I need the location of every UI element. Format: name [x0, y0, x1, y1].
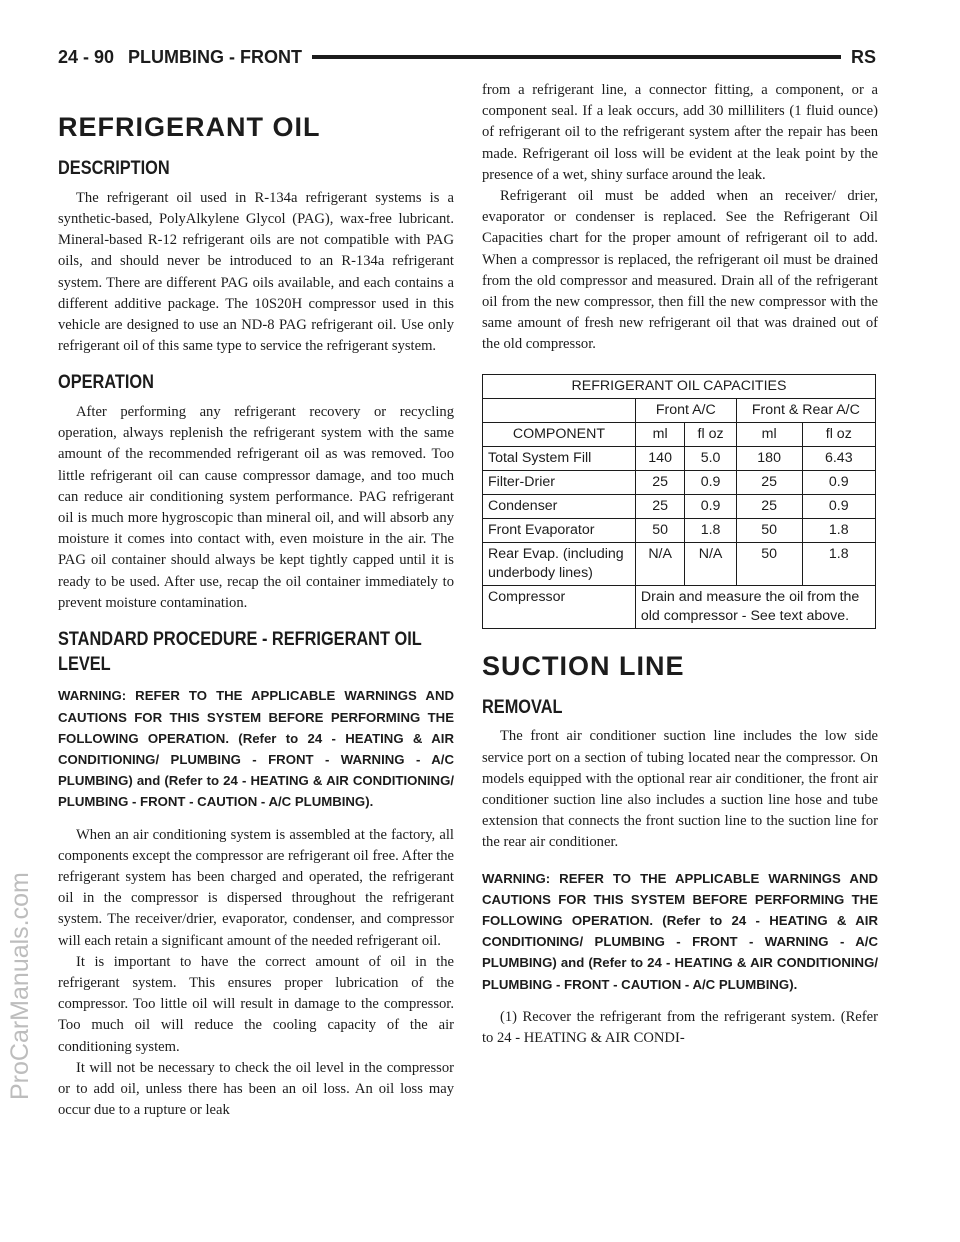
cell-component: Compressor — [483, 585, 636, 628]
cell-component: Front Evaporator — [483, 518, 636, 542]
group-front-rear-ac: Front & Rear A/C — [736, 398, 875, 422]
table-row — [483, 446, 876, 470]
cell-value: 5.0 — [685, 446, 736, 470]
oil-capacities-table — [482, 374, 876, 629]
table-empty-cell — [483, 398, 636, 422]
header-component: COMPONENT — [483, 422, 636, 446]
cell-component: Filter-Drier — [483, 470, 636, 494]
cell-value: 50 — [736, 542, 802, 585]
subheading-removal: REMOVAL — [482, 696, 563, 718]
cell-value: 180 — [736, 446, 802, 470]
table-row — [483, 470, 876, 494]
header-floz: fl oz — [802, 422, 875, 446]
cell-value: 1.8 — [802, 542, 875, 585]
paragraph-removal: The front air conditioner suction line includes the low side service port on a section of tubing located near the compressor. On models equipped with the optional rear air conditioner, the front air conditioner suction line also includes a suction line hose and tube extension that connects the front suction line to the suction line for the rear air conditioner. — [482, 728, 878, 851]
warning-text: WARNING: REFER TO THE APPLICABLE WARNINGS AND CAUTIONS FOR THIS SYSTEM BEFORE PERFORMING THE FOLLOWING OPERATION. (Refer to 24 - HEATING & AIR CONDITIONING/ PLUMBING - FRONT - WARNING - A/C PLUMBING) and (Refer to 24 - HEATING & AIR CONDITIONING/ PLUMBING - FRONT - CAUTION - A/C PLUMBING). — [58, 688, 454, 810]
cell-value: 25 — [736, 470, 802, 494]
cell-value: 0.9 — [685, 494, 736, 518]
cell-value: 1.8 — [685, 518, 736, 542]
table-row — [483, 494, 876, 518]
subheading-description: DESCRIPTION — [58, 158, 170, 179]
model-code: RS — [850, 46, 876, 67]
left-column — [58, 100, 454, 1121]
paragraph-add-oil: Refrigerant oil must be added when an receiver/ drier, evaporator or condenser is replaced. See the Refrigerant Oil Capacities chart for the proper amount of refrigerant oil to add. When a compressor is replaced, the refrigerant oil must be drained from the old compressor and measured. Drain all of the refrigerant oil from the new compressor, then fill the new compressor with the same amount of fresh new refrigerant oil that was drained out of the old compressor. — [482, 188, 878, 353]
header-ml: ml — [635, 422, 685, 446]
header-rule — [312, 55, 841, 59]
header-floz: fl oz — [685, 422, 736, 446]
table-row — [483, 542, 876, 585]
paragraph-continued: from a refrigerant line, a connector fitting, a component, or a component seal. If a leak occurs, add 30 milliliters (1 fluid ounce) of refrigerant oil to the refrigerant system after the repair has been made. Refrigerant oil loss will be evident at the leak point by the presence of a wet, shiny surface around the leak. — [482, 82, 878, 183]
cell-component: Total System Fill — [483, 446, 636, 470]
page-header — [58, 44, 876, 70]
cell-value: 1.8 — [802, 518, 875, 542]
cell-value: 50 — [736, 518, 802, 542]
cell-value: 25 — [635, 470, 685, 494]
paragraph-description: The refrigerant oil used in R-134a refrigerant systems is a synthetic-based, PolyAlkylene Glycol (PAG), wax-free lubricant. Mineral-based R-12 refrigerant oils are not compatible with PAG oils, and should never be introduced to an R-134a refrigerant system. There are different PAG oils available, and each contains a different additive package. The 10S20H compressor used in this vehicle are designed to use an ND-8 PAG refrigerant oil. Use only refrigerant oil of this same type to service the refrigerant system. — [58, 189, 454, 355]
group-front-ac: Front A/C — [635, 398, 736, 422]
cell-value: 140 — [635, 446, 685, 470]
page-number: 24 - 90 — [58, 46, 115, 67]
cell-value: 0.9 — [802, 494, 875, 518]
cell-value: N/A — [685, 542, 736, 585]
section-heading-suction-line: SUCTION LINE — [482, 650, 685, 681]
paragraph-step-1: (1) Recover the refrigerant from the refrigerant system. (Refer to 24 - HEATING & AIR CONDI- — [482, 1008, 878, 1046]
right-column — [482, 80, 878, 1049]
paragraph-operation: After performing any refrigerant recovery or recycling operation, always replenish the refrigerant system with the same amount of the recommended refrigerant oil as was removed. Too little refrigerant oil can cause compressor damage, and too much can reduce air conditioning system performance. PAG refrigerant oil is much more hygroscopic than mineral oil, and will absorb any moisture it comes into contact with, even moisture in the air. The PAG oil container should always be kept tightly capped until it is ready to be used. After use, recap the oil container immediately to prevent moisture contamination. — [58, 404, 454, 611]
cell-component: Condenser — [483, 494, 636, 518]
cell-value: 50 — [635, 518, 685, 542]
paragraph-std-3: It will not be necessary to check the oil level in the compressor or to add oil, unless there has been an oil loss. An oil loss may occur due to a rupture or leak — [58, 1059, 454, 1119]
warning-text-2: WARNING: REFER TO THE APPLICABLE WARNINGS AND CAUTIONS FOR THIS SYSTEM BEFORE PERFORMING THE FOLLOWING OPERATION. (Refer to 24 - HEATING & AIR CONDITIONING/ PLUMBING - FRONT - WARNING - A/C PLUMBING) and (Refer to 24 - HEATING & AIR CONDITIONING/ PLUMBING - FRONT - CAUTION - A/C PLUMBING). — [482, 870, 878, 992]
subheading-standard-procedure: STANDARD PROCEDURE - REFRIGERANT OIL LEVEL — [58, 629, 422, 675]
section-heading-refrigerant-oil: REFRIGERANT OIL — [58, 112, 321, 142]
cell-value: 25 — [635, 494, 685, 518]
cell-compressor-note: Drain and measure the oil from the old compressor - See text above. — [635, 585, 875, 628]
cell-component: Rear Evap. (including underbody lines) — [483, 542, 636, 585]
table-title: REFRIGERANT OIL CAPACITIES — [483, 374, 876, 398]
cell-value: N/A — [635, 542, 685, 585]
cell-value: 0.9 — [802, 470, 875, 494]
table-row — [483, 518, 876, 542]
watermark: ProCarManuals.com — [6, 872, 34, 1100]
section-title: PLUMBING - FRONT — [128, 46, 303, 67]
cell-value: 25 — [736, 494, 802, 518]
table-row — [483, 585, 876, 628]
paragraph-std-1: When an air conditioning system is assembled at the factory, all components except the compressor are refrigerant oil free. After the refrigerant system has been charged and operated, the refrigerant oil in the compressor is dispersed throughout the refrigerant system. The receiver/drier, evaporator, condenser, and compressor will each retain a significant amount of the needed refrigerant oil. — [58, 826, 454, 949]
subheading-operation: OPERATION — [58, 372, 154, 394]
paragraph-std-2: It is important to have the correct amount of oil in the refrigerant system. This ensures proper lubrication of the compressor. Too little oil will result in damage to the compressor. Too much oil will reduce the cooling capacity of the air conditioning system. — [58, 953, 454, 1055]
cell-value: 0.9 — [685, 470, 736, 494]
header-ml: ml — [736, 422, 802, 446]
cell-value: 6.43 — [802, 446, 875, 470]
